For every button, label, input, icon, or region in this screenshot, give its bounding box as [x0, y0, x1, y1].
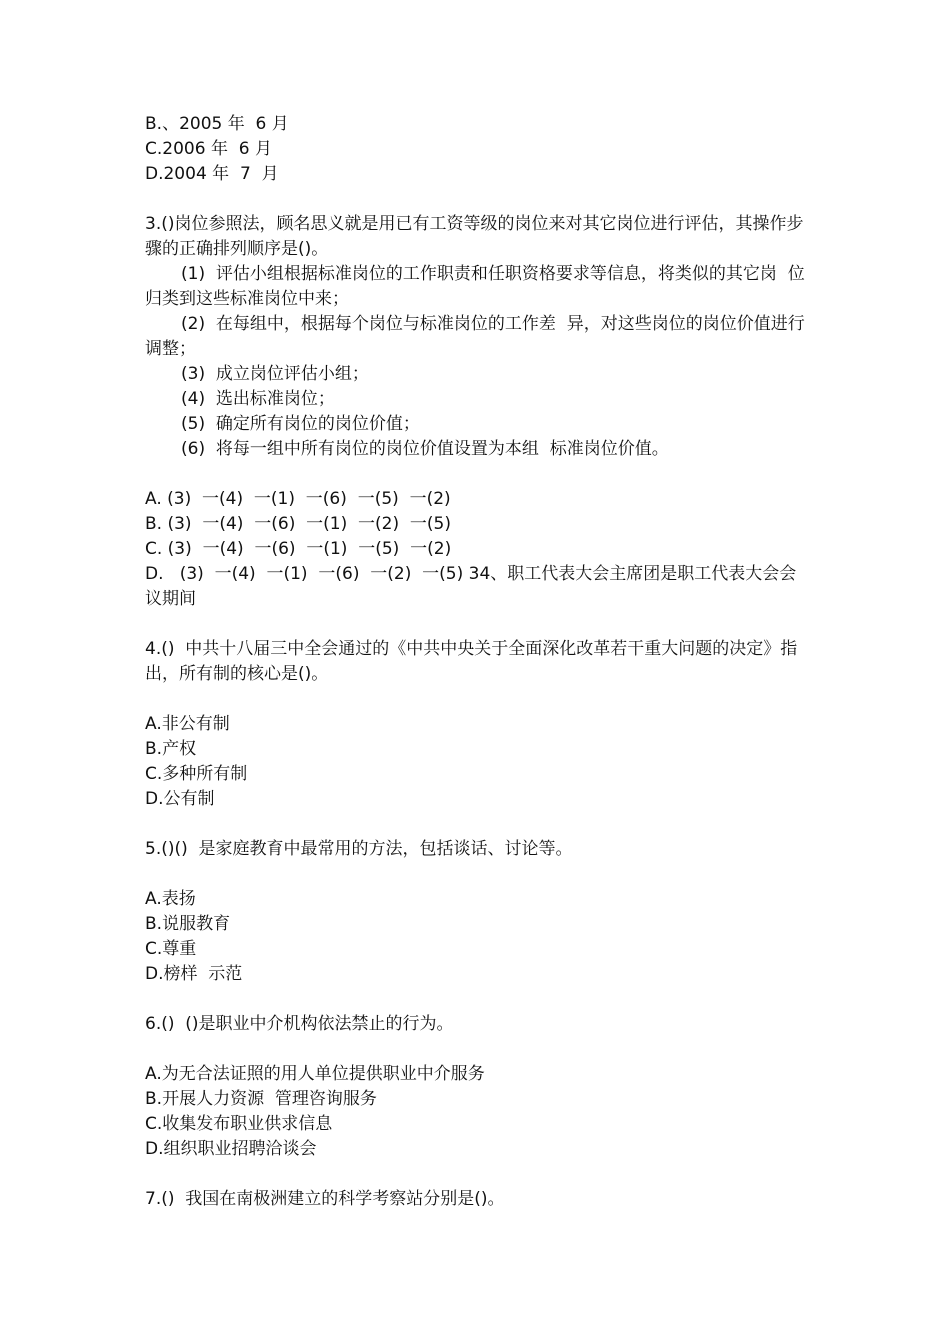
option-a: A.表扬 [145, 889, 196, 909]
option-d: D.公有制 [145, 789, 215, 809]
option-b: B.说服教育 [145, 914, 231, 934]
option-c: C.收集发布职业供求信息 [145, 1114, 333, 1134]
option-b: B.、2005 年 6 月 [145, 114, 289, 134]
question-4 [145, 637, 810, 812]
step-item: (3) 成立岗位评估小组； [181, 364, 369, 384]
document-page [145, 112, 810, 1212]
step-item: (2) 在每组中，根据每个岗位与标准岗位的工作差 异，对这些岗位的岗位价值进行调整； [145, 314, 805, 359]
option-b: B. (3) 一(4) 一(6) 一(1) 一(2) 一(5) [145, 514, 451, 534]
option-c: C.尊重 [145, 939, 197, 959]
option-c: C.2006 年 6 月 [145, 139, 272, 159]
previous-question-options [145, 112, 810, 187]
option-a: A.非公有制 [145, 714, 230, 734]
option-d: D.榜样 示范 [145, 964, 243, 984]
option-d: D.2004 年 7 月 [145, 164, 279, 184]
option-a: A.为无合法证照的用人单位提供职业中介服务 [145, 1064, 485, 1084]
question-6 [145, 1012, 810, 1162]
step-item: (6) 将每一组中所有岗位的岗位价值设置为本组 标准岗位价值。 [181, 439, 669, 459]
option-a: A. (3) 一(4) 一(1) 一(6) 一(5) 一(2) [145, 489, 451, 509]
question-3 [145, 212, 810, 612]
question-5 [145, 837, 810, 987]
question-stem: 4.() 中共十八届三中全会通过的《中共中央关于全面深化改革若干重大问题的决定》指出，所有制的核心是()。 [145, 639, 798, 684]
question-stem: 7.() 我国在南极洲建立的科学考察站分别是()。 [145, 1189, 505, 1209]
question-stem: 5.()() 是家庭教育中最常用的方法，包括谈话、讨论等。 [145, 839, 573, 859]
option-c: C.多种所有制 [145, 764, 248, 784]
option-d: D.组织职业招聘洽谈会 [145, 1139, 317, 1159]
step-item: (1) 评估小组根据标准岗位的工作职责和任职资格要求等信息，将类似的其它岗 位归类到这些标准岗位中来； [145, 264, 805, 309]
question-7 [145, 1187, 810, 1212]
step-item: (5) 确定所有岗位的岗位价值； [181, 414, 420, 434]
step-item: (4) 选出标准岗位； [181, 389, 335, 409]
option-b: B.开展人力资源 管理咨询服务 [145, 1089, 377, 1109]
question-stem: 6.() ()是职业中介机构依法禁止的行为。 [145, 1014, 454, 1034]
question-stem: 3.()岗位参照法，顾名思义就是用已有工资等级的岗位来对其它岗位进行评估，其操作步骤的正确排列顺序是()。 [145, 214, 804, 259]
option-b: B.产权 [145, 739, 197, 759]
option-d: D. (3) 一(4) 一(1) 一(6) 一(2) 一(5) 34、职工代表大会主席团是职工代表大会会议期间 [145, 564, 797, 609]
option-c: C. (3) 一(4) 一(6) 一(1) 一(5) 一(2) [145, 539, 452, 559]
